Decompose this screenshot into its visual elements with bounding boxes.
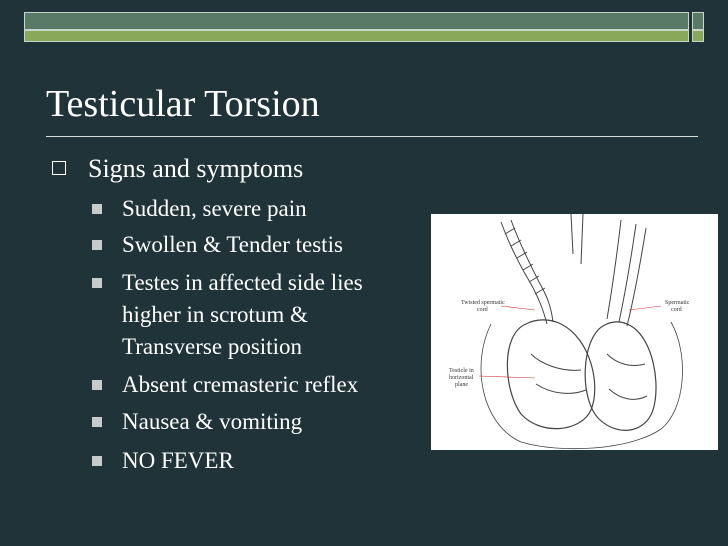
main-bullet	[52, 153, 303, 185]
square-bullet-icon	[92, 240, 102, 250]
label-spermatic-cord-2: cord	[671, 307, 682, 313]
top-bar-green	[24, 30, 689, 42]
label-spermatic-cord: Spermatic	[665, 300, 690, 306]
sub-bullet-text: Nausea & vomiting	[122, 409, 303, 434]
sub-bullet-text: higher in scrotum &	[122, 302, 308, 327]
square-bullet-icon	[92, 204, 102, 214]
top-square-dark	[692, 12, 704, 30]
top-square-green	[692, 30, 704, 42]
testicular-torsion-illustration	[431, 214, 718, 450]
top-bar-dark	[24, 12, 689, 30]
square-bullet-icon	[92, 456, 102, 466]
sub-bullet-text: Sudden, severe pain	[122, 196, 307, 221]
sub-bullet-text: Transverse position	[122, 334, 302, 359]
label-twisted-cord: Twisted spermatic	[461, 300, 505, 306]
label-testicle-3: plane	[455, 382, 468, 388]
square-bullet-icon	[92, 278, 102, 288]
square-bullet-icon	[92, 417, 102, 427]
slide-title: Testicular Torsion	[46, 83, 320, 125]
decorative-top-bars	[0, 0, 728, 48]
title-divider	[46, 136, 698, 137]
anatomy-drawing	[431, 214, 718, 450]
sub-bullet-text: Testes in affected side lies	[122, 270, 363, 295]
hollow-square-bullet-icon	[52, 161, 66, 175]
main-bullet-text: Signs and symptoms	[88, 154, 304, 183]
label-twisted-cord-2: cord	[477, 307, 488, 313]
square-bullet-icon	[92, 380, 102, 390]
sub-bullet-text: NO FEVER	[122, 448, 234, 473]
sub-bullet-text: Absent cremasteric reflex	[122, 372, 359, 397]
label-testicle: Testicle in	[449, 368, 474, 374]
sub-bullet-text: Swollen & Tender testis	[122, 232, 343, 257]
label-testicle-2: horizontal	[449, 375, 474, 381]
